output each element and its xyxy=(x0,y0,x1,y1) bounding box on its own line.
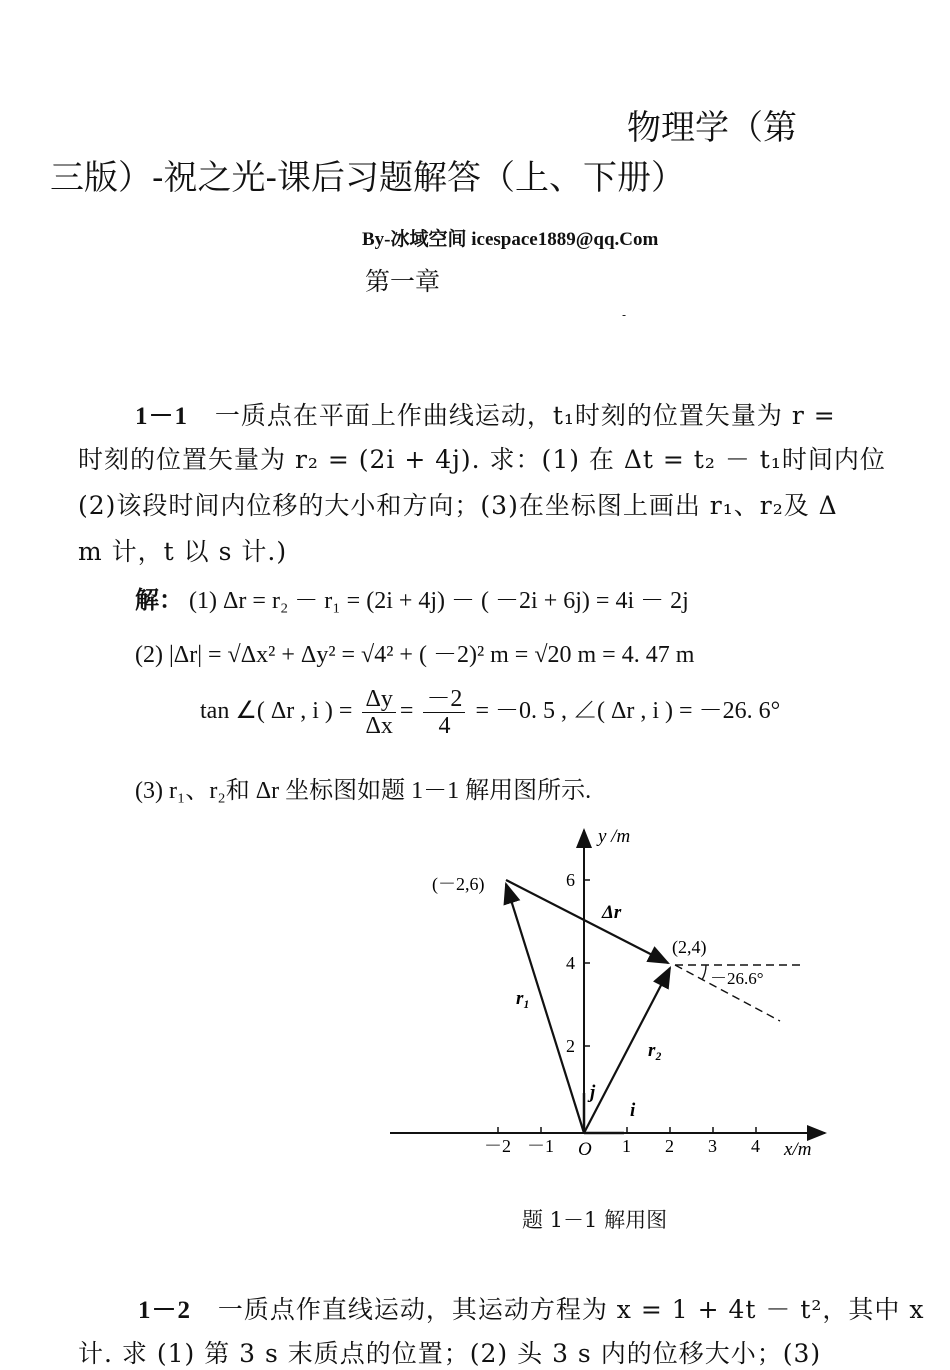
r2-label: r₂ xyxy=(648,1040,663,1061)
x-tick-label: 3 xyxy=(708,1136,717,1156)
problem-1-1-line2: 时刻的位置矢量为 r₂ = (2i + 4j). 求：(1) 在 Δt = t₂ － t₁时间内位 xyxy=(78,445,886,474)
fraction-denominator-2: 4 xyxy=(438,713,451,739)
x-tick-label: 2 xyxy=(665,1136,674,1156)
doc-title-line1: 物理学（第 xyxy=(627,108,797,148)
solution-step1-text: (1) Δr = r₂ － r₁ = (2i + 4j) － ( －2i + 6j) = 4i － 2j xyxy=(189,588,689,614)
stray-mark: - xyxy=(622,308,627,322)
vector-delta-r xyxy=(506,880,668,963)
fraction-dy-dx xyxy=(362,686,395,739)
problem-text: 一质点作直线运动，其运动方程为 x = 1 + 4t － t²，其中 x xyxy=(217,1295,925,1324)
y-tick-label: 2 xyxy=(566,1036,575,1056)
byline: By-冰域空间 icespace1889@qq.Com xyxy=(362,229,659,250)
x-tick-label: 1 xyxy=(622,1136,631,1156)
solution-label: 解： xyxy=(135,585,183,614)
fraction-numerator-2: －2 xyxy=(423,686,465,713)
unit-j-label: j xyxy=(590,1082,596,1103)
delta-r-label: Δr xyxy=(602,902,622,923)
x-tick-label: －1 xyxy=(527,1136,554,1156)
unit-i-label: i xyxy=(630,1100,636,1121)
solution-step1 xyxy=(135,580,689,615)
solution-step3: tan ∠( Δr , i ) = $\frac{\Delta y}{\Delta x}$ = $\frac{-2}{4}$ = －0. 5 , ∠( Δr , i ) = －26. 6° xyxy=(200,686,781,739)
problem-number: 1－1 xyxy=(135,403,189,430)
fraction-denominator: Δx xyxy=(365,713,393,739)
point-label-b: (2,4) xyxy=(672,937,707,957)
fraction-numerator: Δy xyxy=(362,686,395,713)
y-axis-label: y /m xyxy=(598,826,631,847)
problem-1-2-line2: 计. 求 (1) 第 3 s 末质点的位置；(2) 头 3 s 内的位移大小；(3) xyxy=(78,1339,822,1368)
angle-label: －26.6° xyxy=(710,969,764,988)
figure-vector-diagram xyxy=(380,818,850,1178)
solution-step3-prefix: tan ∠( Δr , i ) = xyxy=(200,698,353,725)
x-tick-label: －2 xyxy=(484,1136,511,1156)
problem-1-1-line4: m 计，t 以 s 计.) xyxy=(78,537,288,566)
origin-label: O xyxy=(578,1139,592,1160)
problem-1-1-line1 xyxy=(135,396,836,432)
solution-step4: (3) r₁、r₂和 Δr 坐标图如题 1－1 解用图所示. xyxy=(135,778,592,804)
fraction-values xyxy=(423,686,465,739)
solution-step2: (2) |Δr| = √Δx² + Δy² = √4² + ( －2)² m = √20 m = 4. 47 m xyxy=(135,642,695,668)
problem-1-1-line3: (2)该段时间内位移的大小和方向；(3)在坐标图上画出 r₁、r₂及 Δ xyxy=(78,491,838,520)
solution-step3-suffix: = －0. 5 , ∠( Δr , i ) = －26. 6° xyxy=(475,698,781,725)
y-tick-label: 6 xyxy=(566,870,575,890)
y-tick-label: 4 xyxy=(566,953,575,973)
problem-1-2-line1 xyxy=(138,1290,924,1326)
chapter-heading: 第一章 xyxy=(365,267,441,296)
x-tick-label: 4 xyxy=(751,1136,760,1156)
point-label-a: (－2,6) xyxy=(432,874,485,894)
r1-label: r₁ xyxy=(516,988,531,1009)
x-axis-label: x/m xyxy=(784,1139,812,1160)
problem-number: 1－2 xyxy=(138,1297,192,1324)
problem-text: 一质点在平面上作曲线运动，t₁时刻的位置矢量为 r = xyxy=(214,401,836,430)
figure-caption: 题 1－1 解用图 xyxy=(522,1208,668,1232)
doc-title-line2: 三版）-祝之光-课后习题解答（上、下册） xyxy=(50,158,685,198)
angle-arc xyxy=(702,965,706,980)
